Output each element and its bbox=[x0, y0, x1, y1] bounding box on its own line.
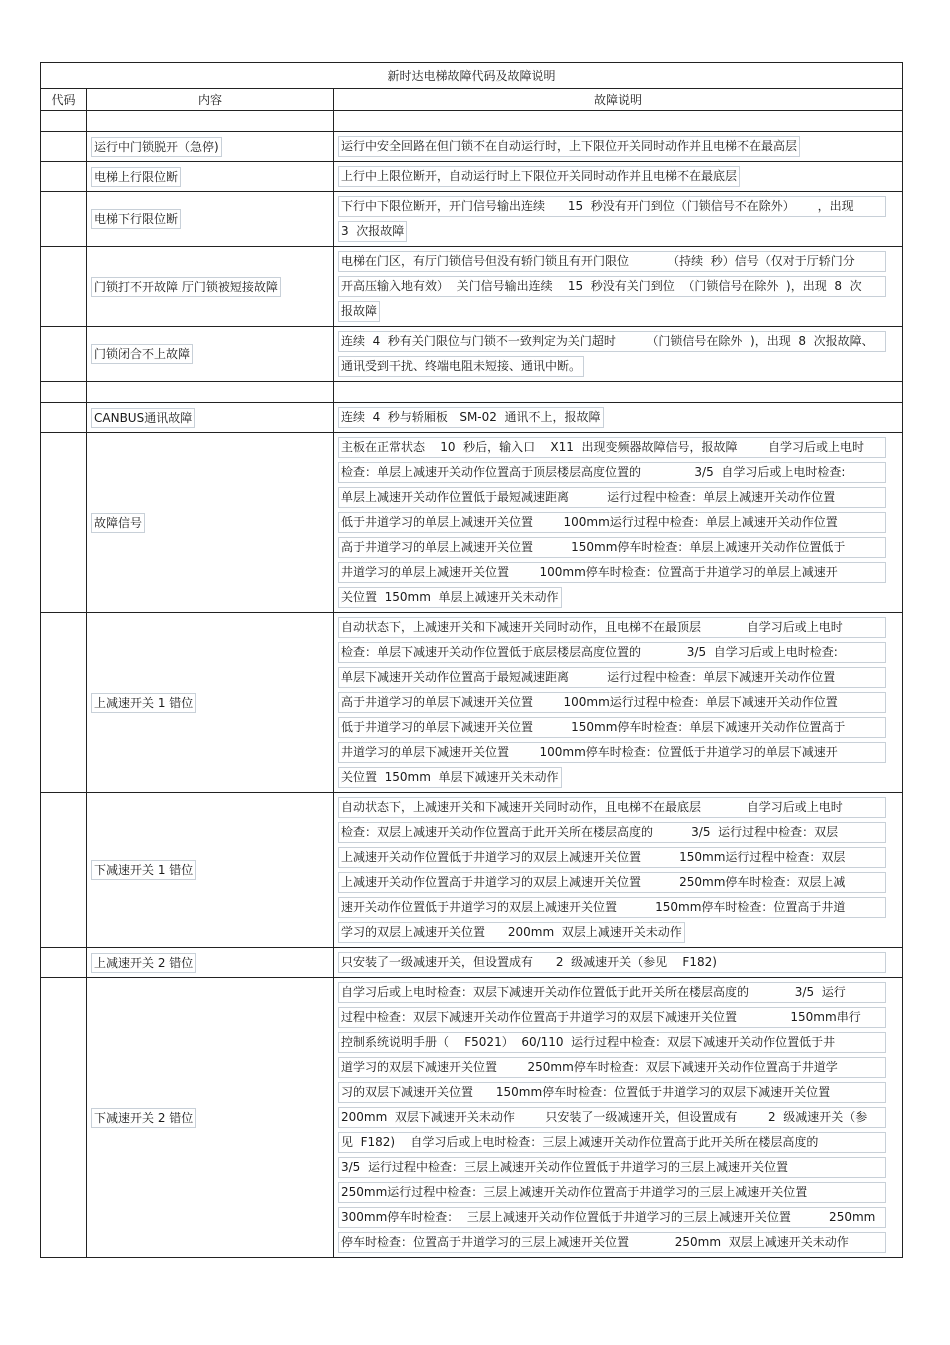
description-text: 速开关动作位置低于井道学习的双层上减速开关位置 150mm停车时检查：位置高于井道 bbox=[338, 897, 886, 918]
fault-code-cell bbox=[41, 433, 87, 613]
fault-name: 故障信号 bbox=[91, 513, 145, 533]
fault-content-cell bbox=[87, 132, 334, 162]
description-text: 见 F182) 自学习后或上电时检查：三层上减速开关动作位置高于此开关所在楼层高度的 bbox=[338, 1132, 886, 1153]
description-line bbox=[338, 249, 898, 274]
description-text: 低于井道学习的单层上减速开关位置 100mm运行过程中检查：单层上减速开关动作位置 bbox=[338, 512, 886, 533]
header-description: 故障说明 bbox=[334, 89, 903, 111]
table-row bbox=[41, 433, 903, 613]
fault-description-cell bbox=[334, 192, 903, 247]
description-line bbox=[338, 1180, 898, 1205]
description-line bbox=[338, 194, 898, 219]
table-row bbox=[41, 247, 903, 327]
description-text: 3/5 运行过程中检查：三层上减速开关动作位置低于井道学习的三层上减速开关位置 bbox=[338, 1157, 886, 1178]
description-text: 主板在正常状态 10 秒后，输入口 X11 出现变频器故障信号，报故障 自学习后或上电时 bbox=[338, 437, 886, 458]
description-line bbox=[338, 435, 898, 460]
description-text: 单层下减速开关动作位置高于最短减速距离 运行过程中检查：单层下减速开关动作位置 bbox=[338, 667, 886, 688]
description-line bbox=[338, 740, 898, 765]
description-text: 电梯在门区，有厅门锁信号但没有轿门锁且有开门限位 （持续 秒）信号（仅对于厅轿门分 bbox=[338, 251, 886, 272]
description-text: 低于井道学习的单层下减速开关位置 150mm停车时检查：单层下减速开关动作位置高于 bbox=[338, 717, 886, 738]
table-row bbox=[41, 132, 903, 162]
table-row bbox=[41, 403, 903, 433]
fault-content-cell bbox=[87, 948, 334, 978]
description-line bbox=[338, 1130, 898, 1155]
table-row bbox=[41, 192, 903, 247]
description-line bbox=[338, 795, 898, 820]
description-line bbox=[338, 1005, 898, 1030]
fault-code-cell bbox=[41, 327, 87, 382]
fault-name: 下减速开关 1 错位 bbox=[91, 860, 196, 880]
description-text: 单层上减速开关动作位置低于最短减速距离 运行过程中检查：单层上减速开关动作位置 bbox=[338, 487, 886, 508]
fault-code-cell bbox=[41, 132, 87, 162]
fault-name: 上减速开关 1 错位 bbox=[91, 693, 196, 713]
description-line bbox=[338, 950, 898, 975]
description-line bbox=[338, 134, 898, 159]
description-text: 检查：单层下减速开关动作位置低于底层楼层高度位置的 3/5 自学习后或上电时检查: bbox=[338, 642, 886, 663]
description-line bbox=[338, 354, 898, 379]
table-row bbox=[41, 162, 903, 192]
header-content: 内容 bbox=[87, 89, 334, 111]
description-text: 自动状态下，上减速开关和下减速开关同时动作，且电梯不在最顶层 自学习后或上电时 bbox=[338, 617, 886, 638]
description-text: 检查：双层上减速开关动作位置高于此开关所在楼层高度的 3/5 运行过程中检查：双层 bbox=[338, 822, 886, 843]
fault-description-cell bbox=[334, 382, 903, 403]
table-row bbox=[41, 978, 903, 1258]
fault-description-cell bbox=[334, 403, 903, 433]
description-line bbox=[338, 1105, 898, 1130]
description-text: 自学习后或上电时检查：双层下减速开关动作位置低于此开关所在楼层高度的 3/5 运行 bbox=[338, 982, 886, 1003]
description-text: 井道学习的单层上减速开关位置 100mm停车时检查：位置高于井道学习的单层上减速开 bbox=[338, 562, 886, 583]
fault-name: 门锁打不开故障 厅门锁被短接故障 bbox=[91, 277, 281, 297]
description-line bbox=[338, 299, 898, 324]
fault-table-body bbox=[41, 63, 903, 1258]
fault-description-cell bbox=[334, 132, 903, 162]
fault-description-cell bbox=[334, 327, 903, 382]
description-text: 高于井道学习的单层上减速开关位置 150mm停车时检查：单层上减速开关动作位置低于 bbox=[338, 537, 886, 558]
fault-name: 电梯下行限位断 bbox=[91, 209, 181, 229]
fault-content-cell bbox=[87, 327, 334, 382]
description-line bbox=[338, 1230, 898, 1255]
fault-description-cell bbox=[334, 948, 903, 978]
fault-content-cell bbox=[87, 162, 334, 192]
description-text: 上行中上限位断开，自动运行时上下限位开关同时动作并且电梯不在最底层 bbox=[338, 166, 740, 187]
fault-description-cell bbox=[334, 613, 903, 793]
fault-description-cell bbox=[334, 978, 903, 1258]
description-text: 上减速开关动作位置高于井道学习的双层上减速开关位置 250mm停车时检查：双层上减 bbox=[338, 872, 886, 893]
description-line bbox=[338, 870, 898, 895]
description-text: 运行中安全回路在但门锁不在自动运行时，上下限位开关同时动作并且电梯不在最高层 bbox=[338, 136, 800, 157]
description-line bbox=[338, 665, 898, 690]
description-text: 道学习的双层下减速开关位置 250mm停车时检查：双层下减速开关动作位置高于井道学 bbox=[338, 1057, 886, 1078]
fault-name: 下减速开关 2 错位 bbox=[91, 1108, 196, 1128]
fault-name: 运行中门锁脱开（急停) bbox=[91, 137, 222, 157]
fault-name: CANBUS通讯故障 bbox=[91, 408, 195, 428]
table-row bbox=[41, 948, 903, 978]
description-text: 开高压输入地有效） 关门信号输出连续 15 秒没有关门到位 （门锁信号在除外 )，出现 8 次 bbox=[338, 276, 886, 297]
description-line bbox=[338, 460, 898, 485]
description-text: 连续 4 秒与轿厢板 SM-02 通讯不上，报故障 bbox=[338, 407, 604, 428]
description-line bbox=[338, 1080, 898, 1105]
description-text: 控制系统说明手册（ F5021） 60/110 运行过程中检查：双层下减速开关动作位置低于井 bbox=[338, 1032, 886, 1053]
fault-description-cell bbox=[334, 247, 903, 327]
description-text: 关位置 150mm 单层下减速开关未动作 bbox=[338, 767, 562, 788]
fault-code-cell bbox=[41, 978, 87, 1258]
description-line bbox=[338, 510, 898, 535]
description-text: 250mm运行过程中检查：三层上减速开关动作位置高于井道学习的三层上减速开关位置 bbox=[338, 1182, 886, 1203]
description-line bbox=[338, 895, 898, 920]
fault-code-cell bbox=[41, 162, 87, 192]
description-line bbox=[338, 405, 898, 430]
fault-code-cell bbox=[41, 382, 87, 403]
table-row bbox=[41, 111, 903, 132]
description-text: 下行中下限位断开，开门信号输出连续 15 秒没有开门到位（门锁信号不在除外） ，出现 bbox=[338, 196, 886, 217]
description-line bbox=[338, 920, 898, 945]
description-text: 只安装了一级减速开关，但设置成有 2 级减速开关（参见 F182) bbox=[338, 952, 886, 973]
fault-description-cell bbox=[334, 162, 903, 192]
fault-content-cell bbox=[87, 111, 334, 132]
description-line bbox=[338, 164, 898, 189]
fault-description-cell bbox=[334, 111, 903, 132]
description-line bbox=[338, 715, 898, 740]
description-text: 连续 4 秒有关门限位与门锁不一致判定为关门超时 （门锁信号在除外 )，出现 8 次报故障、 bbox=[338, 331, 886, 352]
fault-code-cell bbox=[41, 192, 87, 247]
description-text: 停车时检查：位置高于井道学习的三层上减速开关位置 250mm 双层上减速开关未动作 bbox=[338, 1232, 886, 1253]
description-line bbox=[338, 980, 898, 1005]
description-line bbox=[338, 535, 898, 560]
description-text: 关位置 150mm 单层上减速开关未动作 bbox=[338, 587, 562, 608]
description-text: 过程中检查：双层下减速开关动作位置高于井道学习的双层下减速开关位置 150mm串行 bbox=[338, 1007, 886, 1028]
fault-content-cell bbox=[87, 382, 334, 403]
fault-content-cell bbox=[87, 613, 334, 793]
table-row bbox=[41, 327, 903, 382]
fault-code-cell bbox=[41, 948, 87, 978]
fault-code-cell bbox=[41, 793, 87, 948]
fault-code-table bbox=[40, 62, 903, 1258]
table-row bbox=[41, 793, 903, 948]
fault-name: 上减速开关 2 错位 bbox=[91, 953, 196, 973]
description-line bbox=[338, 765, 898, 790]
title-row bbox=[41, 63, 903, 89]
fault-description-cell bbox=[334, 433, 903, 613]
fault-content-cell bbox=[87, 978, 334, 1258]
description-text: 300mm停车时检查： 三层上减速开关动作位置低于井道学习的三层上减速开关位置 250mm bbox=[338, 1207, 886, 1228]
description-line bbox=[338, 845, 898, 870]
fault-name: 门锁闭合不上故障 bbox=[91, 344, 193, 364]
fault-code-cell bbox=[41, 403, 87, 433]
description-text: 高于井道学习的单层下减速开关位置 100mm运行过程中检查：单层下减速开关动作位置 bbox=[338, 692, 886, 713]
description-line bbox=[338, 274, 898, 299]
description-line bbox=[338, 1155, 898, 1180]
description-text: 检查：单层上减速开关动作位置高于顶层楼层高度位置的 3/5 自学习后或上电时检查: bbox=[338, 462, 886, 483]
description-text: 报故障 bbox=[338, 301, 380, 322]
description-line bbox=[338, 1055, 898, 1080]
fault-code-cell bbox=[41, 613, 87, 793]
fault-content-cell bbox=[87, 793, 334, 948]
description-line bbox=[338, 485, 898, 510]
table-row bbox=[41, 382, 903, 403]
description-text: 通讯受到干扰、终端电阻未短接、通讯中断。 bbox=[338, 356, 584, 377]
description-line bbox=[338, 329, 898, 354]
description-line bbox=[338, 585, 898, 610]
fault-content-cell bbox=[87, 403, 334, 433]
description-text: 学习的双层上减速开关位置 200mm 双层上减速开关未动作 bbox=[338, 922, 685, 943]
description-line bbox=[338, 690, 898, 715]
description-line bbox=[338, 640, 898, 665]
fault-code-cell bbox=[41, 247, 87, 327]
fault-content-cell bbox=[87, 192, 334, 247]
table-title: 新时达电梯故障代码及故障说明 bbox=[41, 63, 903, 89]
fault-content-cell bbox=[87, 433, 334, 613]
description-line bbox=[338, 1205, 898, 1230]
description-line bbox=[338, 1030, 898, 1055]
description-text: 习的双层下减速开关位置 150mm停车时检查：位置低于井道学习的双层下减速开关位置 bbox=[338, 1082, 886, 1103]
description-text: 200mm 双层下减速开关未动作 只安装了一级减速开关，但设置成有 2 级减速开关（参 bbox=[338, 1107, 886, 1128]
description-text: 自动状态下，上减速开关和下减速开关同时动作，且电梯不在最底层 自学习后或上电时 bbox=[338, 797, 886, 818]
description-line bbox=[338, 820, 898, 845]
header-row bbox=[41, 89, 903, 111]
fault-name: 电梯上行限位断 bbox=[91, 167, 181, 187]
description-text: 3 次报故障 bbox=[338, 221, 407, 242]
description-line bbox=[338, 615, 898, 640]
fault-code-cell bbox=[41, 111, 87, 132]
fault-description-cell bbox=[334, 793, 903, 948]
description-line bbox=[338, 219, 898, 244]
header-code: 代码 bbox=[41, 89, 87, 111]
table-row bbox=[41, 613, 903, 793]
fault-content-cell bbox=[87, 247, 334, 327]
description-line bbox=[338, 560, 898, 585]
description-text: 井道学习的单层下减速开关位置 100mm停车时检查：位置低于井道学习的单层下减速开 bbox=[338, 742, 886, 763]
description-text: 上减速开关动作位置低于井道学习的双层上减速开关位置 150mm运行过程中检查：双层 bbox=[338, 847, 886, 868]
